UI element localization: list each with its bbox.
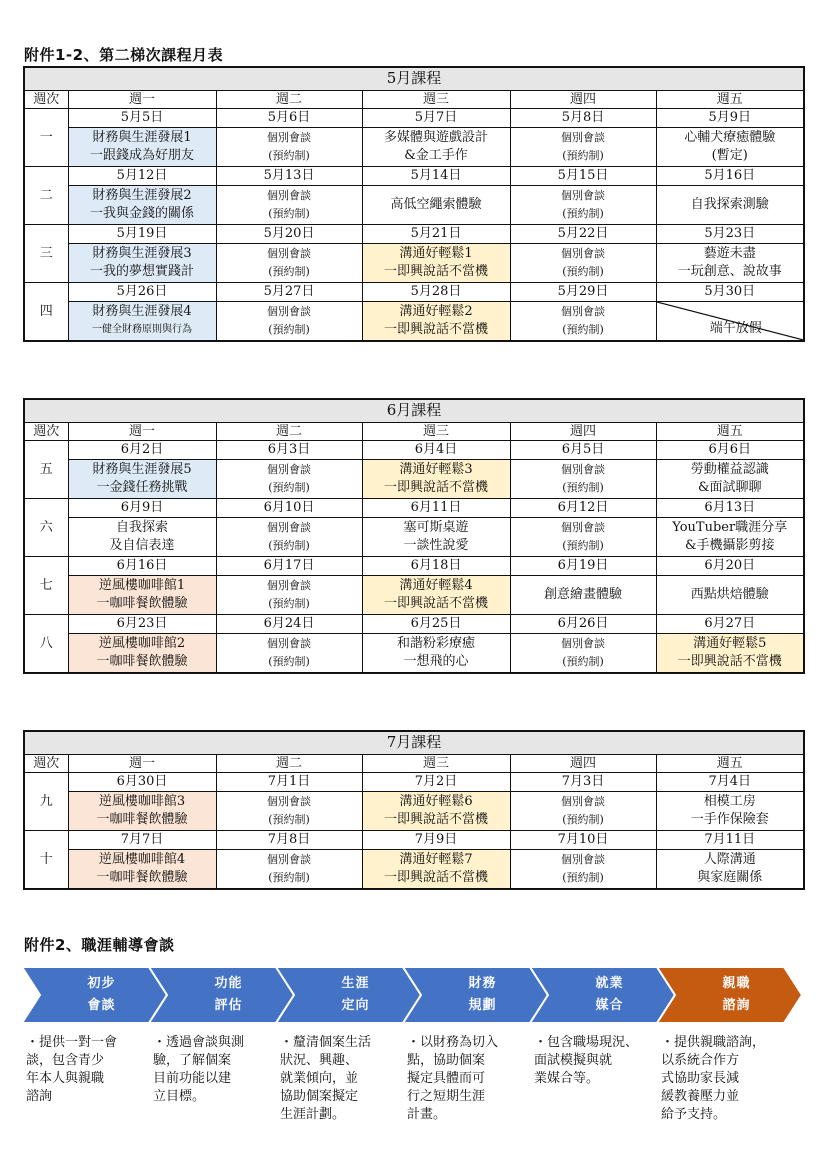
activity-line: 一即興說話不當機: [383, 596, 488, 611]
weekday-header: 週一: [68, 423, 216, 441]
activity-line: 財務與生涯發展5: [92, 462, 192, 477]
weekday-header: 週次: [24, 423, 68, 441]
activity-line: 個別會談: [267, 463, 311, 476]
weekday-header: 週五: [656, 423, 804, 441]
activity-line: (預約制): [562, 149, 604, 162]
weekday-header-row: [24, 91, 804, 109]
date-cell: 5月16日: [656, 167, 804, 186]
month-title-row: [24, 731, 804, 755]
activity-cell: [362, 186, 510, 225]
activity-line: 人際溝通: [703, 852, 756, 867]
activity-line: 個別會談: [267, 521, 311, 534]
date-cell: 6月19日: [510, 557, 656, 576]
activity-line: 逆風樓咖啡館2: [98, 636, 186, 651]
activity-line: (暫定): [711, 148, 748, 163]
activity-line: (預約制): [268, 871, 310, 884]
flow-step-text: 初步: [87, 976, 116, 991]
date-cell: 5月21日: [362, 225, 510, 244]
flow-step-description: ・以財務為切入 點，協助個案 擬定具體而可 行之短期生涯 計畫。: [407, 1035, 499, 1122]
activity-line: 個別會談: [561, 305, 605, 318]
weekday-header: 週二: [216, 423, 362, 441]
activity-line: 心輔犬療癒體驗: [684, 130, 776, 145]
flow-step-description: ・提供一對一會 談，包含青少 年本人與親職 諮詢: [26, 1035, 118, 1104]
flow-step-text: 親職: [722, 976, 751, 991]
flow-step-label: [421, 967, 544, 1023]
activity-line: (預約制): [562, 655, 604, 668]
activity-row: [24, 244, 804, 283]
weekday-header: 週五: [656, 91, 804, 109]
date-row: [24, 831, 804, 850]
activity-cell: [216, 634, 362, 674]
activity-cell: [510, 244, 656, 283]
activity-line: 創意繪畫體驗: [543, 587, 622, 602]
date-cell: 6月9日: [68, 499, 216, 518]
activity-cell: [510, 302, 656, 342]
activity-line: (預約制): [268, 539, 310, 552]
activity-cell: [68, 792, 216, 831]
activity-line: 一手作保險套: [690, 812, 769, 827]
activity-row: [24, 634, 804, 674]
activity-line: (預約制): [268, 149, 310, 162]
date-cell: 6月12日: [510, 499, 656, 518]
activity-line: 一咖啡餐飲體驗: [96, 596, 188, 611]
activity-cell: [68, 634, 216, 674]
date-cell: 7月4日: [656, 773, 804, 792]
weekday-header: 週三: [362, 423, 510, 441]
activity-line: 一即興說話不當機: [677, 654, 782, 669]
week-number: 一: [24, 109, 68, 167]
month-title: 5月課程: [24, 67, 804, 91]
activity-line: (預約制): [268, 323, 310, 336]
date-cell: 7月1日: [216, 773, 362, 792]
flow-step-label: [167, 967, 290, 1023]
activity-cell: [68, 518, 216, 557]
activity-line: 一想飛的心: [403, 654, 469, 669]
date-row: [24, 773, 804, 792]
date-cell: 7月7日: [68, 831, 216, 850]
weekday-header: 週次: [24, 755, 68, 773]
activity-cell: [510, 634, 656, 674]
flow-step-label: [294, 967, 417, 1023]
activity-line: 一我與金錢的關係: [89, 206, 194, 221]
activity-line: 溝通好輕鬆4: [399, 578, 473, 593]
date-row: [24, 615, 804, 634]
date-cell: 5月6日: [216, 109, 362, 128]
date-cell: 5月9日: [656, 109, 804, 128]
date-cell: 6月25日: [362, 615, 510, 634]
activity-line: 和諧粉彩療癒: [396, 636, 475, 651]
activity-line: 溝通好輕鬆5: [693, 636, 767, 651]
holiday-label: 端午放假: [709, 321, 762, 337]
date-cell: 5月5日: [68, 109, 216, 128]
activity-cell: [362, 634, 510, 674]
activity-cell: [362, 128, 510, 167]
activity-line: 財務與生涯發展2: [92, 188, 192, 203]
weekday-header: 週一: [68, 755, 216, 773]
date-cell: 6月23日: [68, 615, 216, 634]
activity-cell: [216, 302, 362, 342]
activity-cell: [68, 576, 216, 615]
activity-line: 一我的夢想實踐計: [89, 264, 194, 279]
activity-line: (預約制): [268, 813, 310, 826]
activity-line: (預約制): [562, 871, 604, 884]
weekday-header-row: [24, 755, 804, 773]
date-cell: 5月13日: [216, 167, 362, 186]
activity-line: 一玩創意、說故事: [677, 264, 782, 279]
activity-row: [24, 518, 804, 557]
activity-row: [24, 576, 804, 615]
date-row: [24, 557, 804, 576]
date-cell: 6月5日: [510, 441, 656, 460]
date-cell: 5月27日: [216, 283, 362, 302]
activity-cell: [656, 850, 804, 890]
date-row: [24, 441, 804, 460]
activity-cell: [510, 460, 656, 499]
month-title: 6月課程: [24, 399, 804, 423]
activity-cell: [216, 186, 362, 225]
date-cell: 6月3日: [216, 441, 362, 460]
date-cell: 7月9日: [362, 831, 510, 850]
week-number: 十: [24, 831, 68, 890]
activity-cell: [656, 634, 804, 674]
activity-line: (預約制): [268, 655, 310, 668]
activity-line: 個別會談: [561, 247, 605, 260]
activity-line: 一即興說話不當機: [383, 870, 488, 885]
date-cell: 6月27日: [656, 615, 804, 634]
activity-line: 與家庭關係: [697, 870, 763, 885]
flow-step-label: [548, 967, 671, 1023]
activity-line: 溝通好輕鬆6: [399, 794, 473, 809]
date-cell: 7月10日: [510, 831, 656, 850]
date-cell: 5月7日: [362, 109, 510, 128]
activity-line: 一跟錢成為好朋友: [89, 148, 194, 163]
flow-step-text: 財務: [468, 976, 497, 991]
activity-line: 個別會談: [561, 521, 605, 534]
activity-line: 溝通好輕鬆7: [399, 852, 473, 867]
activity-cell: [656, 576, 804, 615]
activity-cell: [68, 850, 216, 890]
date-cell: 5月12日: [68, 167, 216, 186]
flow-step-label: [675, 967, 798, 1023]
weekday-header: 週四: [510, 423, 656, 441]
weekday-header-row: [24, 423, 804, 441]
activity-line: (預約制): [268, 597, 310, 610]
activity-cell: [216, 460, 362, 499]
date-cell: 6月20日: [656, 557, 804, 576]
activity-cell: [216, 128, 362, 167]
activity-line: (預約制): [562, 323, 604, 336]
activity-cell: [656, 186, 804, 225]
activity-cell: [510, 128, 656, 167]
activity-cell: [68, 244, 216, 283]
activity-cell: [216, 576, 362, 615]
activity-line: 一即興說話不當機: [383, 480, 488, 495]
date-cell: 7月2日: [362, 773, 510, 792]
date-cell: 5月29日: [510, 283, 656, 302]
date-cell: 5月20日: [216, 225, 362, 244]
week-number: 八: [24, 615, 68, 674]
flow-step-description: ・提供親職諮詢， 以系統合作方 式協助家長減 緩教養壓力並 給予支持。: [661, 1035, 766, 1122]
activity-line: 及自信表達: [109, 538, 175, 553]
activity-line: &金工手作: [404, 148, 468, 163]
attachment1-title: 附件1-2、第二梯次課程月表: [24, 46, 224, 64]
activity-line: (預約制): [562, 481, 604, 494]
date-cell: 6月2日: [68, 441, 216, 460]
activity-row: [24, 186, 804, 225]
activity-line: 個別會談: [561, 795, 605, 808]
date-cell: 5月8日: [510, 109, 656, 128]
month-table: [23, 730, 805, 890]
attachment2-title: 附件2、職涯輔導會談: [24, 936, 175, 954]
activity-line: 個別會談: [561, 189, 605, 202]
date-cell: 6月13日: [656, 499, 804, 518]
activity-line: 多媒體與遊戲設計: [383, 130, 488, 145]
date-cell: 6月10日: [216, 499, 362, 518]
activity-line: 個別會談: [267, 637, 311, 650]
activity-line: 溝通好輕鬆1: [399, 246, 473, 261]
activity-line: 自我探索: [115, 520, 168, 535]
flow-step-text: 諮詢: [722, 998, 751, 1013]
flow-step-description: ・釐清個案生活 狀況、興趣、 就業傾向，並 協助個案擬定 生涯計劃。: [280, 1035, 372, 1122]
weekday-header: 週五: [656, 755, 804, 773]
date-cell: 6月17日: [216, 557, 362, 576]
date-cell: 6月4日: [362, 441, 510, 460]
date-cell: 6月18日: [362, 557, 510, 576]
activity-cell: [68, 460, 216, 499]
activity-cell: [656, 128, 804, 167]
month-title: 7月課程: [24, 731, 804, 755]
activity-line: 逆風樓咖啡館3: [98, 794, 186, 809]
activity-line: 一咖啡餐飲體驗: [96, 812, 188, 827]
flow-step-text: 就業: [595, 976, 624, 991]
date-cell: 6月30日: [68, 773, 216, 792]
activity-line: 一金錢任務挑戰: [96, 480, 188, 495]
activity-line: (預約制): [562, 539, 604, 552]
activity-row: [24, 128, 804, 167]
flow-step-text: 生涯: [341, 976, 370, 991]
date-cell: 5月15日: [510, 167, 656, 186]
activity-line: 個別會談: [561, 853, 605, 866]
date-cell: 6月16日: [68, 557, 216, 576]
month-table: [23, 398, 805, 674]
month-table: [23, 66, 805, 342]
activity-line: 逆風樓咖啡館1: [98, 578, 186, 593]
activity-line: 勞動權益認識: [690, 462, 769, 477]
activity-line: 塞可斯桌遊: [403, 520, 469, 535]
activity-line: 一即興說話不當機: [383, 322, 488, 337]
career-counseling-flow: [22, 967, 812, 1023]
activity-cell: [216, 244, 362, 283]
activity-line: 一健全財務原則與行為: [92, 324, 192, 335]
week-number: 六: [24, 499, 68, 557]
date-cell: 7月8日: [216, 831, 362, 850]
activity-line: YouTuber職涯分享: [672, 520, 788, 535]
activity-line: 溝通好輕鬆2: [399, 304, 473, 319]
activity-cell: [656, 244, 804, 283]
activity-cell: [510, 186, 656, 225]
flow-step-description: ・透過會談與測 驗，了解個案 目前功能以建 立目標。: [153, 1035, 245, 1104]
activity-line: 財務與生涯發展4: [92, 304, 192, 319]
week-number: 七: [24, 557, 68, 615]
date-cell: 6月11日: [362, 499, 510, 518]
weekday-header: 週次: [24, 91, 68, 109]
activity-line: 個別會談: [267, 579, 311, 592]
activity-line: 個別會談: [267, 853, 311, 866]
activity-row: [24, 850, 804, 890]
activity-cell: [216, 792, 362, 831]
activity-line: 溝通好輕鬆3: [399, 462, 473, 477]
activity-cell: [68, 128, 216, 167]
activity-line: 藝遊未盡: [703, 246, 756, 261]
date-cell: 5月22日: [510, 225, 656, 244]
activity-line: 逆風樓咖啡館4: [98, 852, 186, 867]
month-title-row: [24, 399, 804, 423]
activity-line: (預約制): [562, 207, 604, 220]
activity-cell: [510, 850, 656, 890]
activity-cell: [656, 302, 804, 342]
weekday-header: 週四: [510, 91, 656, 109]
activity-cell: [510, 576, 656, 615]
weekday-header: 週一: [68, 91, 216, 109]
date-cell: 6月6日: [656, 441, 804, 460]
activity-line: 一談性說愛: [403, 538, 469, 553]
activity-cell: [362, 576, 510, 615]
week-number: 九: [24, 773, 68, 831]
date-row: [24, 499, 804, 518]
date-cell: 5月14日: [362, 167, 510, 186]
flow-step-text: 功能: [214, 976, 243, 991]
activity-line: (預約制): [268, 265, 310, 278]
date-cell: 6月24日: [216, 615, 362, 634]
activity-line: 個別會談: [267, 131, 311, 144]
activity-cell: [68, 186, 216, 225]
date-cell: 5月26日: [68, 283, 216, 302]
flow-step-text: 規劃: [468, 998, 497, 1013]
weekday-header: 週三: [362, 755, 510, 773]
activity-line: 高低空繩索體驗: [390, 197, 482, 212]
weekday-header: 週二: [216, 91, 362, 109]
flow-step-text: 會談: [87, 998, 116, 1013]
activity-line: 個別會談: [561, 463, 605, 476]
activity-cell: [362, 850, 510, 890]
activity-line: 個別會談: [267, 795, 311, 808]
week-number: 五: [24, 441, 68, 499]
activity-line: 西點烘焙體驗: [690, 587, 769, 602]
date-cell: 6月26日: [510, 615, 656, 634]
activity-cell: [362, 244, 510, 283]
activity-row: [24, 792, 804, 831]
activity-row: [24, 460, 804, 499]
date-row: [24, 225, 804, 244]
activity-line: 財務與生涯發展3: [92, 246, 192, 261]
date-row: [24, 167, 804, 186]
activity-line: 自我探索測驗: [690, 197, 769, 212]
activity-cell: [510, 792, 656, 831]
month-title-row: [24, 67, 804, 91]
activity-row: [24, 302, 804, 342]
weekday-header: 週二: [216, 755, 362, 773]
activity-cell: [216, 850, 362, 890]
activity-line: &面試聊聊: [697, 480, 762, 495]
flow-step-text: 評估: [214, 998, 243, 1013]
activity-line: (預約制): [562, 813, 604, 826]
flow-step-text: 媒合: [595, 998, 624, 1013]
activity-line: 財務與生涯發展1: [92, 130, 192, 145]
activity-line: 一咖啡餐飲體驗: [96, 654, 188, 669]
activity-cell: [216, 518, 362, 557]
activity-line: 個別會談: [267, 305, 311, 318]
activity-cell: [656, 792, 804, 831]
date-row: [24, 109, 804, 128]
activity-line: 一咖啡餐飲體驗: [96, 870, 188, 885]
activity-line: 相模工房: [703, 794, 756, 809]
activity-line: 個別會談: [561, 131, 605, 144]
activity-cell: [656, 518, 804, 557]
weekday-header: 週四: [510, 755, 656, 773]
activity-line: &手機攝影剪接: [684, 538, 775, 553]
activity-line: 一即興說話不當機: [383, 812, 488, 827]
date-cell: 5月30日: [656, 283, 804, 302]
activity-cell: [68, 302, 216, 342]
activity-cell: [362, 460, 510, 499]
week-number: 二: [24, 167, 68, 225]
date-cell: 5月19日: [68, 225, 216, 244]
date-cell: 5月28日: [362, 283, 510, 302]
activity-cell: [510, 518, 656, 557]
activity-line: 個別會談: [267, 247, 311, 260]
flow-step-description: ・包含職場現況、 面試模擬與就 業媒合等。: [534, 1035, 639, 1086]
activity-cell: [656, 460, 804, 499]
week-number: 三: [24, 225, 68, 283]
weekday-header: 週三: [362, 91, 510, 109]
flow-step-text: 定向: [341, 998, 370, 1013]
date-row: [24, 283, 804, 302]
activity-line: 一即興說話不當機: [383, 264, 488, 279]
activity-cell: [362, 518, 510, 557]
activity-line: (預約制): [562, 265, 604, 278]
activity-line: 個別會談: [561, 637, 605, 650]
date-cell: 7月3日: [510, 773, 656, 792]
activity-cell: [362, 302, 510, 342]
activity-line: (預約制): [268, 481, 310, 494]
flow-step-label: [40, 967, 163, 1023]
activity-cell: [362, 792, 510, 831]
activity-line: (預約制): [268, 207, 310, 220]
date-cell: 5月23日: [656, 225, 804, 244]
week-number: 四: [24, 283, 68, 342]
activity-line: 個別會談: [267, 189, 311, 202]
date-cell: 7月11日: [656, 831, 804, 850]
